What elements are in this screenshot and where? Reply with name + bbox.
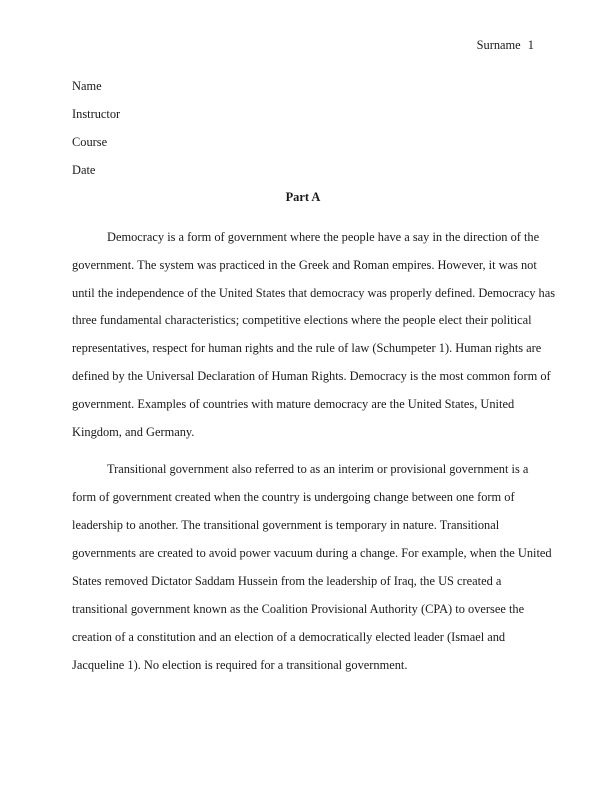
heading-date: Date: [72, 163, 96, 177]
paragraph-line: representatives, respect for human rights and the rule of law (Schumpeter 1). Human rights are: [72, 341, 542, 355]
header-surname: Surname: [476, 38, 521, 52]
paragraph-line: leadership to another. The transitional government is temporary in nature. Transitional: [72, 518, 500, 532]
paragraph-line: form of government created when the country is undergoing change between one form of: [72, 490, 515, 504]
section-title: Part A: [285, 190, 321, 204]
paragraph-line: government. The system was practiced in the Greek and Roman empires. However, it was not: [72, 258, 537, 272]
heading-name: Name: [72, 79, 102, 93]
heading-course: Course: [72, 135, 108, 149]
paragraph-line: Kingdom, and Germany.: [72, 425, 195, 439]
paragraph-line: Jacqueline 1). No election is required for a transitional government.: [72, 658, 408, 672]
paragraph-line: three fundamental characteristics; competitive elections where the people elect their political: [72, 313, 532, 327]
paragraph-line: transitional government known as the Coalition Provisional Authority (CPA) to oversee the: [72, 602, 525, 616]
page-number: 1: [527, 38, 534, 52]
paragraph-line: defined by the Universal Declaration of Human Rights. Democracy is the most common form of: [72, 369, 551, 383]
paragraph-line: Transitional government also referred to as an interim or provisional government is a: [107, 462, 529, 476]
heading-instructor: Instructor: [72, 107, 121, 121]
paragraph-line: government. Examples of countries with mature democracy are the United States, United: [72, 397, 515, 411]
paragraph-line: until the independence of the United States that democracy was properly defined. Democracy has: [72, 286, 556, 300]
page-header: [477, 37, 534, 53]
paragraph-line: governments are created to avoid power vacuum during a change. For example, when the United: [72, 546, 552, 560]
paragraph-line: Democracy is a form of government where the people have a say in the direction of the: [107, 230, 540, 244]
paragraph-line: creation of a constitution and an election of a democratically elected leader (Ismael and: [72, 630, 506, 644]
paragraph-line: States removed Dictator Saddam Hussein from the leadership of Iraq, the US created a: [72, 574, 502, 588]
